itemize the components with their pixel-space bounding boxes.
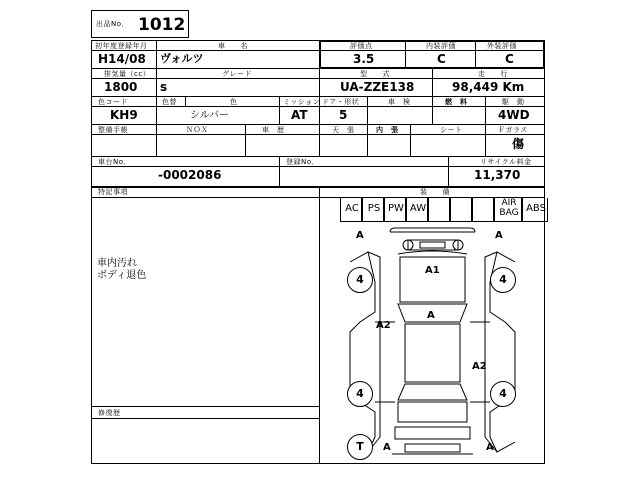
remark-line-1: 車内汚れ xyxy=(97,258,137,269)
seat-label: シート xyxy=(440,126,463,134)
repair-history-label: 修復歴 xyxy=(98,409,121,417)
mark-front-left: A xyxy=(356,230,364,241)
nox-label: ＮＯＸ xyxy=(186,126,209,134)
car-damage-diagram xyxy=(320,222,545,464)
mark-rear-left: A xyxy=(383,442,391,453)
model-code-label: 型 式 xyxy=(360,70,390,78)
maintenance-book-label: 整備手帳 xyxy=(98,126,128,134)
tire-rear-right: 4 xyxy=(490,381,516,407)
grade-value: s xyxy=(160,80,168,94)
remarks-label: 特記事項 xyxy=(98,188,128,196)
equipment-item xyxy=(406,198,428,222)
exterior-grade-label: 外装評価 xyxy=(487,42,517,50)
color-value: シルバー xyxy=(190,110,230,121)
tire-front-left: 4 xyxy=(347,267,373,293)
equipment-item xyxy=(494,198,522,222)
model-code-value: UA-ZZE138 xyxy=(340,80,415,94)
drive-label: 駆 動 xyxy=(502,98,525,106)
car-history-label: 車 歴 xyxy=(262,126,285,134)
interior-grade-label: 内装評価 xyxy=(426,42,456,50)
equipment-item xyxy=(362,198,384,222)
interior-panel-label: 内 張 xyxy=(376,126,399,134)
equipment-item-label: AIR BAG xyxy=(499,198,519,218)
mark-rear-right: A xyxy=(486,442,494,453)
windshield-label: Ｆガラス xyxy=(498,126,528,134)
mileage-value: 98,449 Km xyxy=(452,80,525,94)
door-shape-value: 5 xyxy=(339,108,348,122)
fuel-label: 燃 料 xyxy=(445,98,468,106)
car-name-value: ヴォルツ xyxy=(160,52,204,65)
equipment-item-label: PS xyxy=(367,203,381,214)
grade-label: グレード xyxy=(222,70,252,78)
color-label: 色 xyxy=(230,98,238,106)
registration-number-label: 登録No． xyxy=(286,158,320,166)
transmission-label: ミッション xyxy=(283,98,321,106)
equipment-label: 装 備 xyxy=(420,188,450,196)
color-code-value: KH9 xyxy=(110,108,138,122)
recycle-fee-label: リサイクル料金 xyxy=(480,158,532,166)
spare-tire: T xyxy=(347,434,373,460)
mark-right-side: A2 xyxy=(472,361,487,372)
remark-line-2: ボディ退色 xyxy=(97,270,147,281)
color-code-label: 色コード xyxy=(98,98,128,106)
headliner-label: 天 張 xyxy=(332,126,355,134)
chassis-number-value: -0002086 xyxy=(158,168,222,182)
lot-number-value: 1012 xyxy=(138,15,186,35)
lot-number-box xyxy=(91,10,189,38)
lot-number-label: 出品No． xyxy=(96,20,130,28)
interior-grade-value: C xyxy=(437,52,446,66)
equipment-item-label: AW xyxy=(409,203,427,214)
mileage-label: 走 行 xyxy=(478,70,508,78)
displacement-value: 1800 xyxy=(104,80,138,94)
displacement-label: 排気量（cc） xyxy=(104,70,151,78)
equipment-item xyxy=(384,198,406,222)
equipment-item-label: AC xyxy=(345,203,359,214)
color-change-label: 色替 xyxy=(162,98,177,106)
transmission-value: AT xyxy=(291,108,308,122)
mark-roof: A xyxy=(427,310,435,321)
reg-date-value: H14/08 xyxy=(98,52,146,66)
mark-hood: A1 xyxy=(425,265,440,276)
chassis-number-label: 車台No． xyxy=(98,158,132,166)
equipment-item xyxy=(522,198,548,222)
windshield-value: 傷 xyxy=(512,137,525,151)
tire-rear-left: 4 xyxy=(347,381,373,407)
mark-left-side: A2 xyxy=(376,320,391,331)
equipment-item-label: ABS xyxy=(526,203,546,214)
reg-date-label: 初年度登録年月 xyxy=(95,42,148,50)
equipment-item-label: PW xyxy=(388,203,404,214)
door-shape-label: ドア・形状 xyxy=(322,98,360,106)
equipment-item xyxy=(340,198,362,222)
mark-front-right: A xyxy=(495,230,503,241)
tire-front-right: 4 xyxy=(490,267,516,293)
score-label: 評価点 xyxy=(350,42,373,50)
score-value: 3.5 xyxy=(353,52,375,66)
exterior-grade-value: C xyxy=(505,52,514,66)
equipment-item xyxy=(428,198,450,222)
car-name-label: 車 名 xyxy=(218,42,248,50)
recycle-fee-value: 11,370 xyxy=(474,168,521,182)
drive-value: 4WD xyxy=(498,108,530,122)
equipment-item xyxy=(472,198,494,222)
equipment-item xyxy=(450,198,472,222)
inspection-label: 車 検 xyxy=(388,98,411,106)
